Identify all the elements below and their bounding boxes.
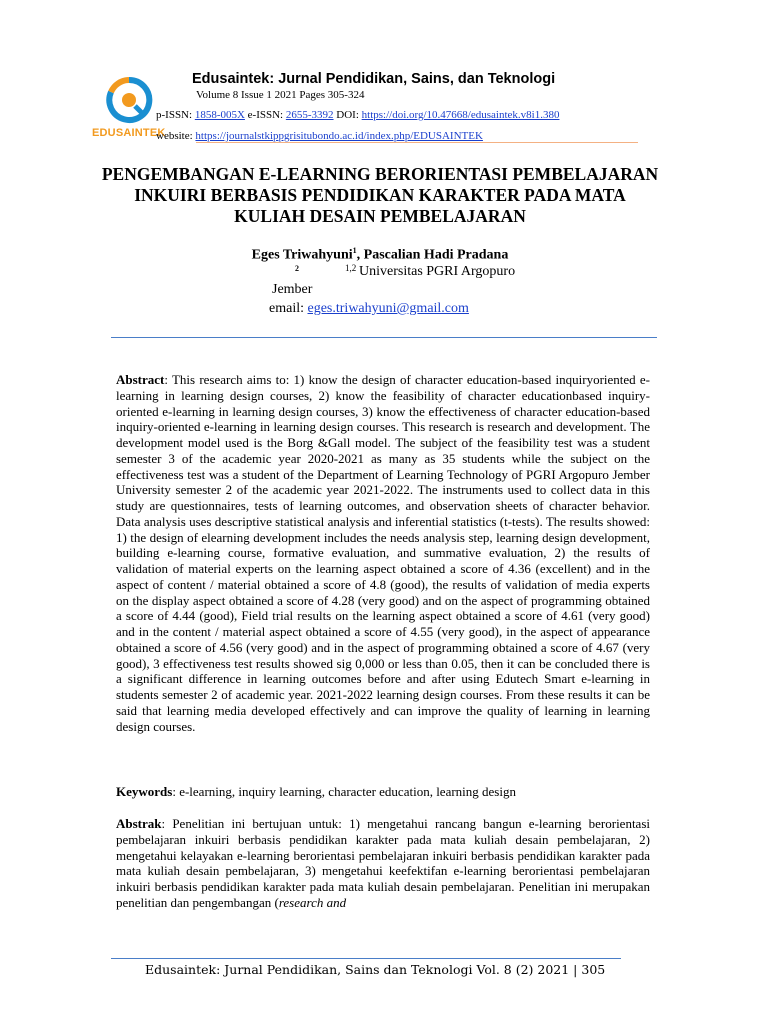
author-1: Eges Triwahyuni <box>251 247 353 263</box>
keywords-text: : e-learning, inquiry learning, character education, learning design <box>172 784 516 799</box>
keywords-label: Keywords <box>116 784 173 799</box>
keywords <box>116 784 650 800</box>
abstract-id-text: : Penelitian ini bertujuan untuk: 1) mengetahui rancang bangun e-learning berorientasi pembelajaran inkuiri berbasis pendidikan karakter pada mata kuliah desain pembelajaran, 2) mengetahui kelayakan e-learning berorientasi pembelajaran inkuiri berbasis pendidikan karakter pada mata kuliah desain pembelajaran, 3) mengetahui keefektifan e-learning berorientasi pembelajaran inkuiri berbasis pendidikan karakter pada mata kuliah desain pembelajaran. Penelitian ini merupakan penelitian dan pengembangan ( <box>116 816 650 910</box>
abstract-en-label: Abstract <box>116 372 165 387</box>
eissn-label: e-ISSN: <box>244 109 286 121</box>
issn-line <box>156 109 559 121</box>
affiliation: Universitas PGRI Argopuro <box>359 264 516 279</box>
doi-link[interactable]: https://doi.org/10.47668/edusaintek.v8i1.380 <box>361 109 560 121</box>
article-title: PENGEMBANGAN E-LEARNING BERORIENTASI PEMBELAJARAN INKUIRI BERBASIS PENDIDIKAN KARAKTER PADA MATA KULIAH DESAIN PEMBELAJARAN <box>101 164 659 226</box>
abstract-id-italic: research and <box>278 894 347 910</box>
abstract-en-text: : This research aims to: 1) know the design of character education-based inquiryoriented e-learning in learning design courses, 2) know the feasibility of character educationbased inquiry-oriented e-learning in learning design courses, 3) know the effectiveness of character education-based inquiry-oriented e-learning in learning design courses. This research is research and development. The development model used is the Borg &Gall model. The subject of the feasibility test was a student semester 3 of the academic year 2020-2021 as many as 35 students while the subject on the effectiveness test was a student of the Department of Learning Technology of PGRI Argopuro Jember University semester 2 of the academic year 2021-2022. The instruments used to collect data in this study are questionnaires, tests of learning outcomes, and observation sheets of character behavior. Data analysis uses descriptive statistical analysis and inferential statistics (t-tests). The results showed: 1) the design of elearning development includes the needs analysis step, learning design development, building e-learning course, formative evaluation, and summative evaluation, 2) the results of validation of material experts on the learning aspect obtained a score of 4.36 (excellent) and in the aspect of content / material obtained a score of 4.8 (good), the results of validation of media experts on the display aspect obtained a score of 4.28 (very good) and on the aspect of programming obtained a score of 4.44 (good), Field trial results on the learning aspect obtained a score of 4.61 (very good) and in the content / material aspect obtained a score of 4.55 (very good), in the aspect of appearance obtained a score of 4.56 (very good) and in the aspect of programming obtained a score of 4.67 (very good), 3 effectiveness test results showed sig 0,000 or less than 0.05, then it can be concluded there is a significant difference in learning outcomes before and after using Edutech Smart e-learning in students semester 2 of academic year. 2021-2022 learning design courses. From these results it can be said that learning media developed effectively and can improve the quality of learning in learning design courses. <box>116 372 650 734</box>
abstract-id-label: Abstrak <box>116 816 162 831</box>
affiliation-sup: 1,2 <box>345 263 357 273</box>
author-2: Pascalian Hadi Pradana <box>363 247 509 263</box>
email-link[interactable]: eges.triwahyuni@gmail.com <box>307 301 469 316</box>
doi-label: DOI: <box>333 109 362 121</box>
abstract-en <box>116 372 650 734</box>
author-separator: , <box>356 247 364 263</box>
volume-line: Volume 8 Issue 1 2021 Pages 305-324 <box>196 89 365 101</box>
author-1-sup: 1 <box>352 246 357 255</box>
website-link[interactable]: https://journalstkippgrisitubondo.ac.id/index.php/EDUSAINTEK <box>195 130 483 142</box>
abstract-id <box>116 816 650 911</box>
author-2-sup: 2 <box>295 264 299 273</box>
logo-emblem-icon <box>105 76 153 124</box>
logo-text: EDUSAINTEK <box>92 127 166 139</box>
footer-divider <box>111 958 621 959</box>
email-label: email: <box>269 301 308 316</box>
page-footer: Edusaintek: Jurnal Pendidikan, Sains dan Teknologi Vol. 8 (2) 2021 | 305 <box>145 962 606 977</box>
eissn-link[interactable]: 2655-3392 <box>285 109 334 121</box>
pissn-link[interactable]: 1858-005X <box>194 109 245 121</box>
pissn-label: p-ISSN: <box>156 109 195 121</box>
header-divider <box>196 142 638 143</box>
author-divider <box>111 337 657 338</box>
affiliation-city: Jember <box>272 282 313 297</box>
website-label: website: <box>156 130 196 142</box>
email-line <box>269 301 469 317</box>
journal-title: Edusaintek: Jurnal Pendidikan, Sains, dan Teknologi <box>192 71 556 87</box>
authors-line <box>100 246 660 264</box>
website-line <box>156 130 483 142</box>
